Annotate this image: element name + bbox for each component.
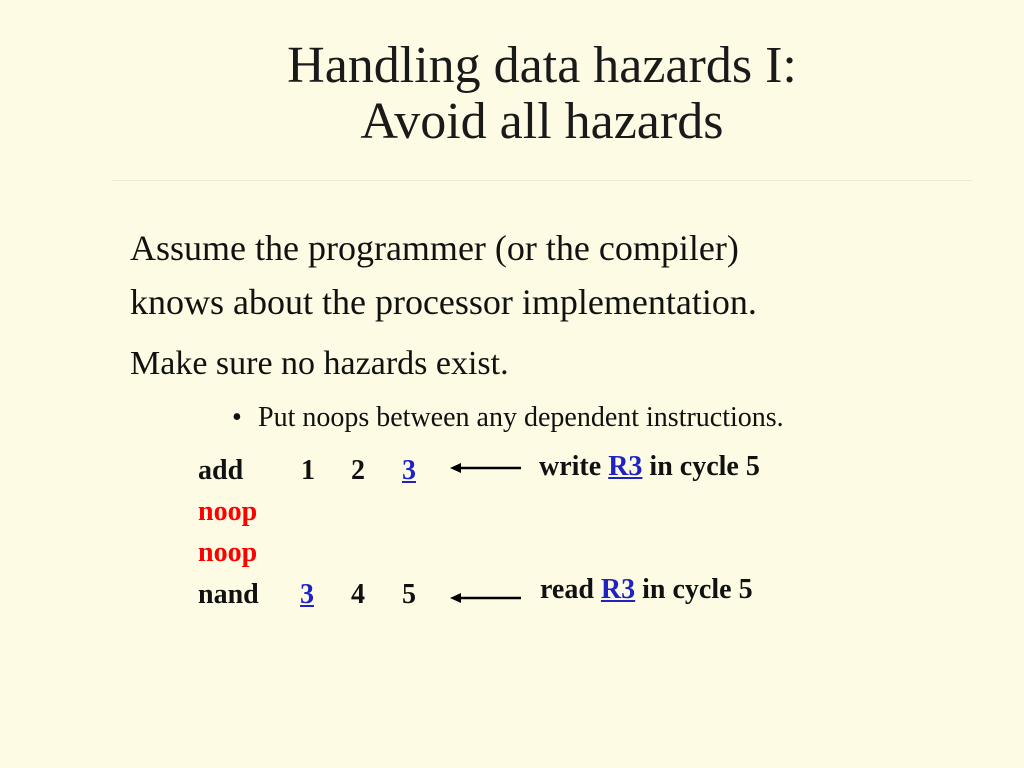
left-arrow-icon [450, 460, 522, 476]
row2-op: noop [198, 496, 258, 527]
read-note [540, 574, 753, 606]
row3-op: noop [198, 537, 258, 568]
slide-title [112, 38, 972, 150]
row1-dest-link[interactable]: 3 [402, 455, 416, 486]
title-line-2: Avoid all hazards [360, 93, 724, 150]
intro-line-2: knows about the processor implementation. [130, 282, 757, 322]
intro-paragraph [130, 221, 757, 329]
intro-line-1: Assume the programmer (or the compiler) [130, 228, 739, 268]
title-line-1: Handling data hazards I: [287, 37, 797, 94]
row4-src1-link[interactable]: 3 [300, 579, 314, 610]
second-paragraph: Make sure no hazards exist. [130, 345, 509, 382]
bullet-text: Put noops between any dependent instructions. [258, 402, 784, 433]
row4-op: nand [198, 579, 259, 610]
read-reg-link[interactable]: R3 [600, 574, 636, 605]
write-prefix: write [539, 451, 609, 482]
write-note [539, 451, 760, 483]
read-prefix: read [540, 574, 601, 605]
row4-dest: 5 [402, 579, 416, 610]
title-divider [112, 180, 972, 181]
write-reg-link[interactable]: R3 [608, 451, 643, 482]
row1-op: add [198, 455, 244, 486]
bullet-item [232, 398, 784, 438]
row4-src2: 4 [351, 579, 365, 610]
row1-src2: 2 [351, 455, 365, 486]
read-suffix: in cycle 5 [635, 574, 753, 605]
write-suffix: in cycle 5 [642, 451, 760, 482]
bullet-icon: • [232, 402, 242, 433]
row1-src1: 1 [301, 455, 315, 486]
left-arrow-icon [450, 590, 522, 606]
